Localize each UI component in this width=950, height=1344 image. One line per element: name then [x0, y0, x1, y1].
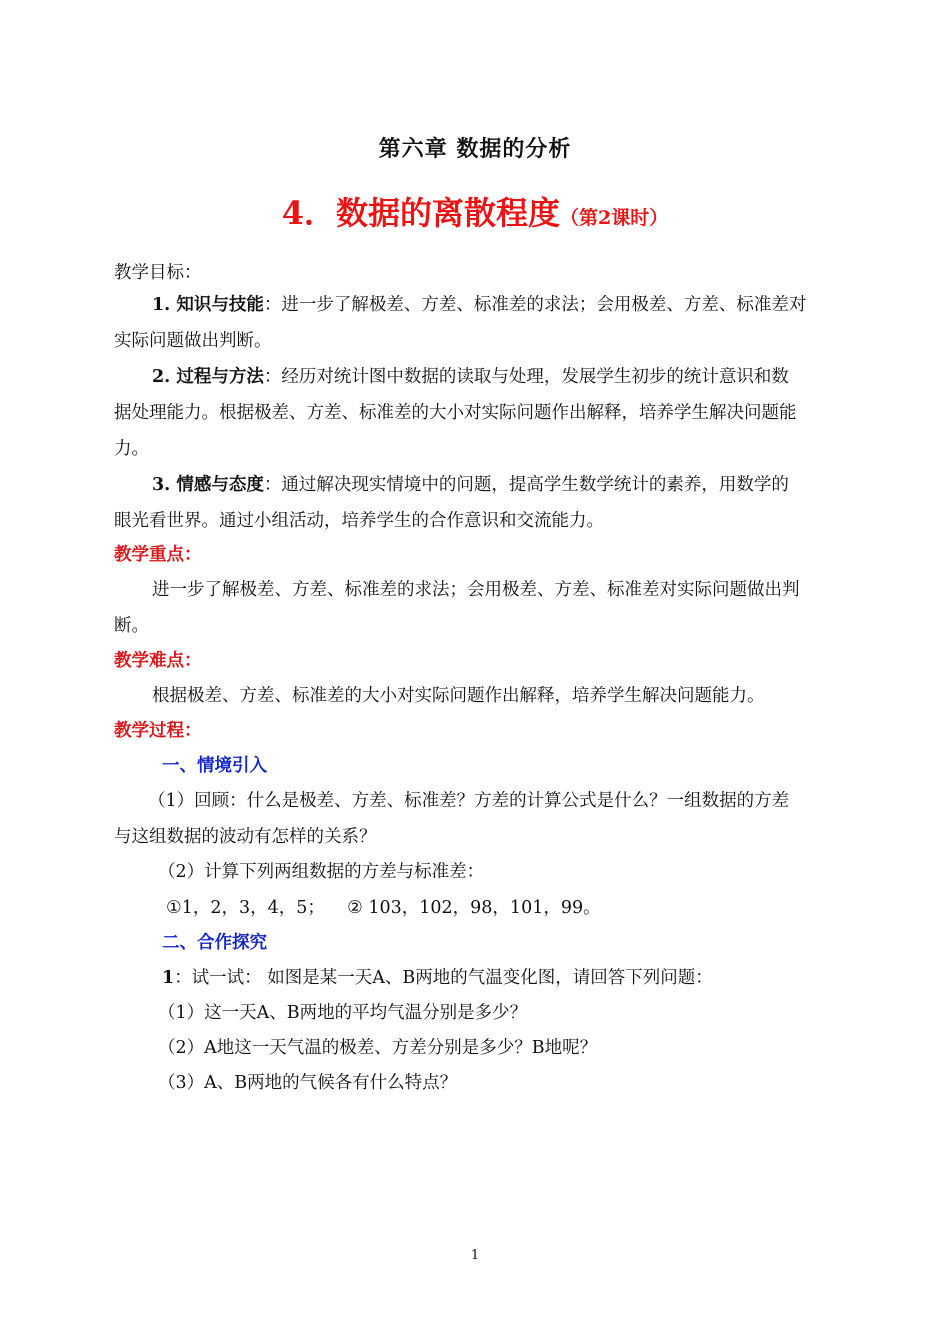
section-1-q2: （2）计算下列两组数据的方差与标准差： — [158, 862, 485, 882]
section-2-q1: （1）这一天A、B两地的平均气温分别是多少？ — [158, 1003, 528, 1023]
objective-1-label: 1. 知识与技能 — [152, 295, 264, 315]
page-number: 1 — [470, 1248, 480, 1263]
section-2-q3: （3）A、B两地的气候各有什么特点？ — [158, 1073, 458, 1093]
objective-3-line2: 眼光看世界。通过小组活动，培养学生的合作意识和交流能力。 — [114, 511, 604, 531]
difficulties-line1: 根据极差、方差、标准差的大小对实际问题作出解释，培养学生解决问题能力。 — [152, 686, 765, 706]
objective-2-line2: 据处理能力。根据极差、方差、标准差的大小对实际问题作出解释，培养学生解决问题能 — [114, 403, 797, 423]
objective-1-text: ：进一步了解极差、方差、标准差的求法；会用极差、方差、标准差对 — [263, 295, 807, 315]
section-1-heading: 一、情境引入 — [162, 756, 267, 776]
objectives-heading: 教学目标： — [114, 263, 202, 283]
lesson-title — [0, 188, 950, 234]
objective-2-text: ：经历对统计图中数据的读取与处理，发展学生初步的统计意识和数 — [263, 367, 789, 387]
process-heading: 教学过程： — [114, 721, 202, 741]
section-2-q2: （2）A地这一天气温的极差、方差分别是多少？B地呢？ — [158, 1038, 598, 1058]
objective-1-line1 — [152, 287, 842, 323]
section-2-task-text: ：试一试： 如图是某一天A、B两地的气温变化图，请回答下列问题： — [174, 968, 713, 988]
key-points-line1: 进一步了解极差、方差、标准差的求法；会用极差、方差、标准差对实际问题做出判 — [152, 580, 800, 600]
difficulties-heading: 教学难点： — [114, 651, 202, 671]
section-1-q1-line2: 与这组数据的波动有怎样的关系？ — [114, 827, 377, 847]
objective-3-line1 — [152, 467, 842, 503]
lesson-period: （第2课时） — [560, 207, 669, 229]
key-points-line2: 断。 — [114, 616, 149, 636]
objective-2-line3: 力。 — [114, 439, 149, 459]
section-2-heading: 二、合作探究 — [162, 933, 267, 953]
objective-1-line2: 实际问题做出判断。 — [114, 331, 272, 351]
section-2-task-label: 1 — [162, 968, 175, 988]
lesson-title-main: 4．数据的离散程度 — [281, 194, 561, 232]
objective-3-text: ：通过解决现实情境中的问题，提高学生数学统计的素养，用数学的 — [263, 475, 789, 495]
key-points-heading: 教学重点： — [114, 545, 202, 565]
chapter-title: 第六章 数据的分析 — [378, 136, 572, 162]
objective-2-label: 2. 过程与方法 — [152, 367, 264, 387]
section-1-q1-line1: （1）回顾：什么是极差、方差、标准差？方差的计算公式是什么？一组数据的方差 — [148, 791, 790, 811]
objective-3-label: 3. 情感与态度 — [152, 475, 264, 495]
section-2-task — [162, 960, 852, 996]
objective-2-line1 — [152, 359, 842, 395]
section-1-data-sets: ①1，2，3，4，5； ② 103，102，98，101，99。 — [166, 898, 601, 918]
